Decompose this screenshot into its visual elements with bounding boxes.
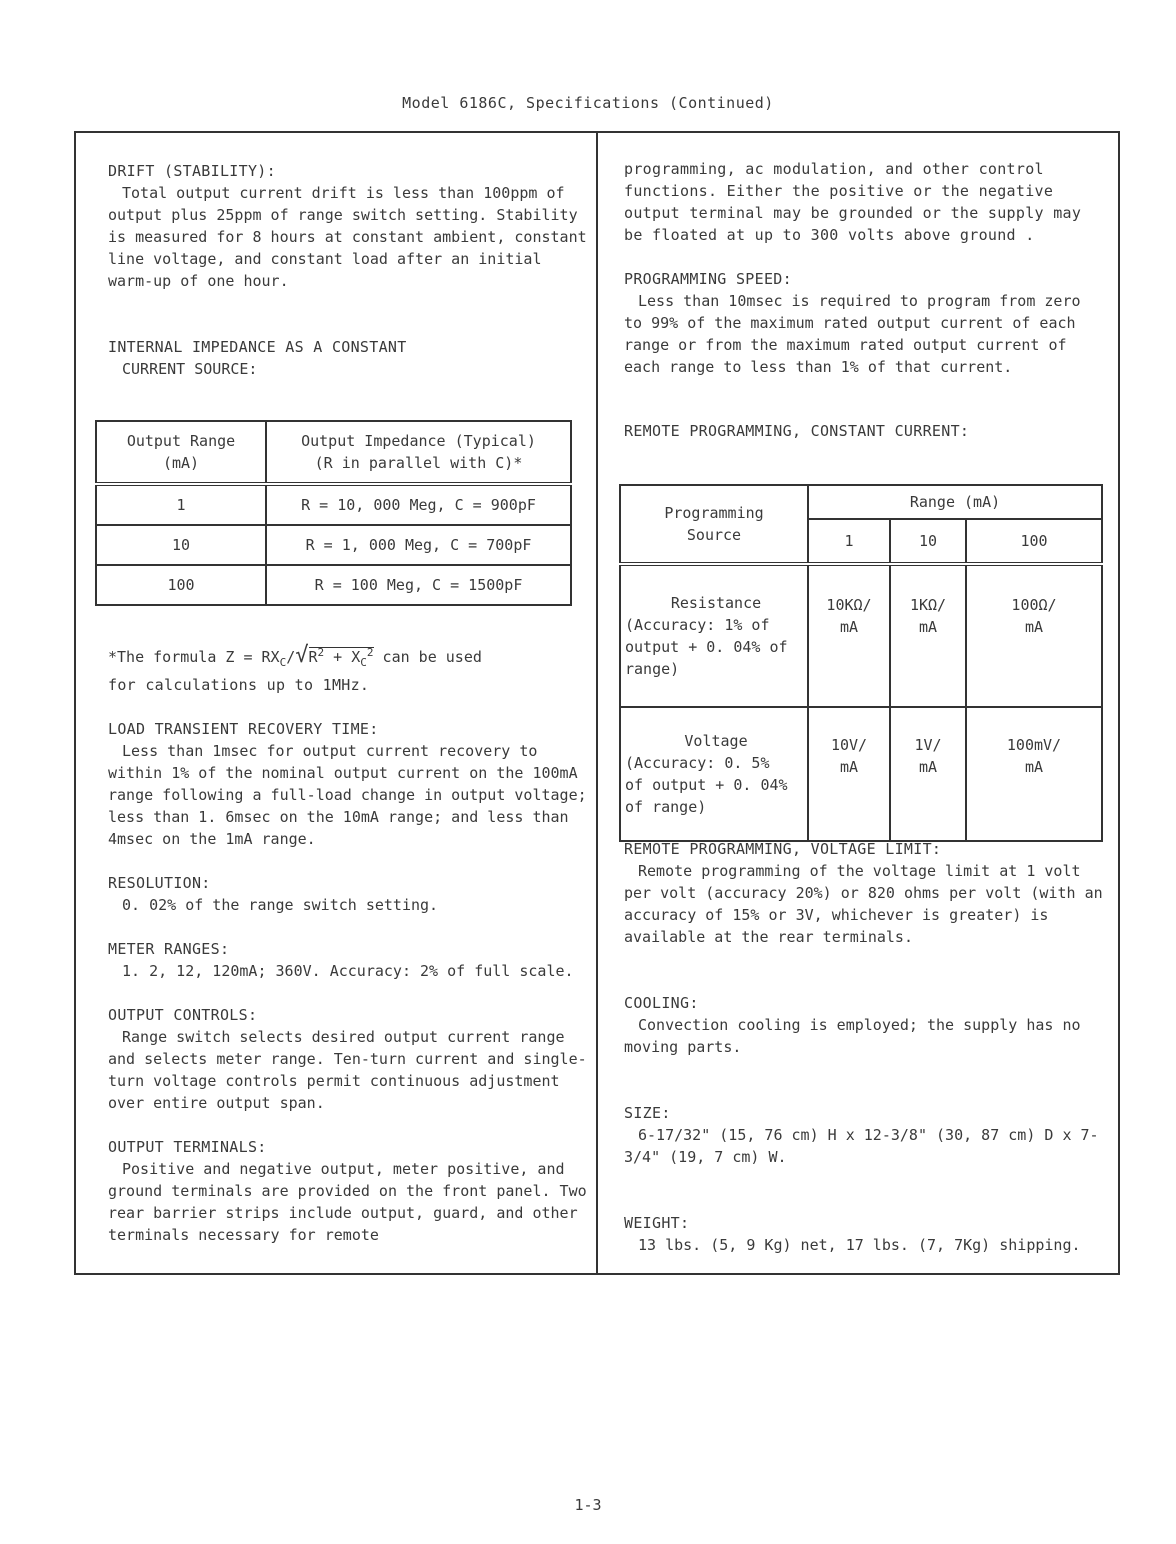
controls-section xyxy=(108,1004,588,1114)
col1-header-line2: (mA) xyxy=(162,454,200,472)
table-row xyxy=(620,707,1102,841)
range-header: Range (mA) xyxy=(808,485,1102,519)
resistance-line2: (Accuracy: 1% of xyxy=(625,616,770,634)
value-line1: 10V/ xyxy=(830,736,868,754)
value-line2: mA xyxy=(1024,758,1044,776)
voltage-value-100 xyxy=(966,707,1102,841)
voltage-line3: of output + 0. 04% xyxy=(625,776,788,794)
speed-heading: PROGRAMMING SPEED: xyxy=(624,270,792,288)
controls-heading: OUTPUT CONTROLS: xyxy=(108,1006,258,1024)
continued-body: programming, ac modulation, and other control functions. Either the positive or the negative output terminal may be grounded or the supply may be floated at up to 300 volts above ground . xyxy=(624,160,1082,244)
value-line2: mA xyxy=(839,758,859,776)
resistance-line3: output + 0. 04% of xyxy=(625,638,788,656)
formula-plus: + X xyxy=(324,648,361,666)
formula-exp-x: 2 xyxy=(366,646,374,659)
range-col-1: 1 xyxy=(808,519,890,564)
weight-heading: WEIGHT: xyxy=(624,1214,690,1232)
formula-r: R xyxy=(308,648,318,666)
source-header xyxy=(620,485,808,564)
right-column xyxy=(624,158,1104,442)
formula-sub-c: C xyxy=(279,656,287,669)
continued-section xyxy=(624,158,1104,246)
resistance-line4: range) xyxy=(625,660,680,678)
resolution-body: 0. 02% of the range switch setting. xyxy=(122,896,439,914)
range-cell: 1 xyxy=(96,484,266,525)
speed-body: Less than 10msec is required to program from zero to 99% of the maximum rated output current of each range or from the maximum rated output current of each range to less than 1% of that current. xyxy=(624,292,1081,376)
weight-section xyxy=(624,1212,1104,1256)
value-line2: mA xyxy=(918,618,938,636)
table-row xyxy=(620,564,1102,707)
resistance-value-10 xyxy=(890,564,966,707)
impedance-col1-header xyxy=(96,421,266,484)
impedance-heading-1: INTERNAL IMPEDANCE AS A CONSTANT xyxy=(108,338,407,356)
formula-note xyxy=(108,642,588,696)
impedance-section xyxy=(108,336,588,380)
page-header: Model 6186C, Specifications (Continued) xyxy=(402,94,774,112)
drift-heading: DRIFT (STABILITY): xyxy=(108,162,276,180)
load-heading: LOAD TRANSIENT RECOVERY TIME: xyxy=(108,720,379,738)
col2-header-line1: Output Impedance (Typical) xyxy=(301,432,536,450)
resolution-section xyxy=(108,872,588,916)
col2-header-line2: (R in parallel with C)* xyxy=(314,454,523,472)
sqrt-content xyxy=(308,646,374,669)
cooling-section xyxy=(624,992,1104,1058)
range-col-10: 10 xyxy=(890,519,966,564)
load-body: Less than 1msec for output current recovery to within 1% of the nominal output current on the 100mA range following a full-load change in output voltage; less than 1. 6msec on the 10mA range; and less than 4msec on the 1mA range. xyxy=(108,742,587,848)
value-line2: mA xyxy=(839,618,859,636)
range-cell: 10 xyxy=(96,525,266,565)
remote-cc-section xyxy=(624,420,1104,442)
col1-header-line1: Output Range xyxy=(126,432,236,450)
formula-exp-r: 2 xyxy=(317,646,325,659)
value-line1: 100mV/ xyxy=(1006,736,1062,754)
resistance-value-1 xyxy=(808,564,890,707)
programming-table xyxy=(619,484,1103,842)
source-header-line1: Programming xyxy=(664,504,764,522)
size-body: 6-17/32" (15, 76 cm) H x 12-3/8" (30, 87 cm) D x 7-3/4" (19, 7 cm) W. xyxy=(624,1126,1099,1166)
voltage-value-1 xyxy=(808,707,890,841)
impedance-heading-2: CURRENT SOURCE: xyxy=(122,360,258,378)
impedance-col2-header xyxy=(266,421,571,484)
voltage-value-10 xyxy=(890,707,966,841)
resolution-heading: RESOLUTION: xyxy=(108,874,211,892)
left-column-lower xyxy=(108,642,588,1246)
impedance-table-header xyxy=(96,421,571,484)
range-cell: 100 xyxy=(96,565,266,605)
size-section xyxy=(624,1102,1104,1168)
table-row xyxy=(96,525,571,565)
column-divider xyxy=(596,131,598,1275)
formula-prefix: *The formula Z = RX xyxy=(108,648,280,666)
size-heading: SIZE: xyxy=(624,1104,671,1122)
voltage-line2: (Accuracy: 0. 5% xyxy=(625,754,770,772)
formula-line2: for calculations up to 1MHz. xyxy=(108,676,370,694)
controls-body: Range switch selects desired output current range and selects meter range. Ten-turn current and single-turn voltage controls permit continuous adjustment over entire output span. xyxy=(108,1028,587,1112)
formula-tail: can be used xyxy=(373,648,482,666)
value-line2: mA xyxy=(918,758,938,776)
remote-vl-heading: REMOTE PROGRAMMING, VOLTAGE LIMIT: xyxy=(624,840,942,858)
left-column xyxy=(108,160,588,380)
meter-heading: METER RANGES: xyxy=(108,940,230,958)
resistance-source-cell xyxy=(620,564,808,707)
value-line1: 100Ω/ xyxy=(1011,596,1057,614)
resistance-label: Resistance xyxy=(670,594,762,612)
value-line1: 1KΩ/ xyxy=(909,596,947,614)
impedance-cell: R = 1, 000 Meg, C = 700pF xyxy=(266,525,571,565)
voltage-line4: of range) xyxy=(625,798,707,816)
source-header-line2: Source xyxy=(686,526,742,544)
value-line2: mA xyxy=(1024,618,1044,636)
cooling-body: Convection cooling is employed; the supply has no moving parts. xyxy=(624,1016,1081,1056)
terminals-heading: OUTPUT TERMINALS: xyxy=(108,1138,267,1156)
remote-vl-section xyxy=(624,838,1104,948)
weight-body: 13 lbs. (5, 9 Kg) net, 17 lbs. (7, 7Kg) shipping. xyxy=(638,1236,1081,1254)
table-row xyxy=(96,484,571,525)
value-line1: 1V/ xyxy=(914,736,942,754)
formula-slash: / xyxy=(286,648,296,666)
remote-vl-body: Remote programming of the voltage limit at 1 volt per volt (accuracy 20%) or 820 ohms per volt (with an accuracy of 15% or 3V, whichever is greater) is available at the rear terminals. xyxy=(624,862,1103,946)
terminals-body: Positive and negative output, meter positive, and ground terminals are provided on the front panel. Two rear barrier strips include output, guard, and other terminals necessary for remote xyxy=(108,1160,587,1244)
load-section xyxy=(108,718,588,850)
value-line1: 10KΩ/ xyxy=(826,596,872,614)
remote-cc-heading: REMOTE PROGRAMMING, CONSTANT CURRENT: xyxy=(624,422,970,440)
table-row xyxy=(96,565,571,605)
right-column-lower xyxy=(624,838,1104,1256)
voltage-source-cell xyxy=(620,707,808,841)
range-col-100: 100 xyxy=(966,519,1102,564)
prog-header-row-1 xyxy=(620,485,1102,519)
terminals-section xyxy=(108,1136,588,1246)
sqrt-symbol: √ xyxy=(295,643,309,668)
voltage-label: Voltage xyxy=(684,732,748,750)
meter-body: 1. 2, 12, 120mA; 360V. Accuracy: 2% of full scale. xyxy=(122,962,574,980)
page-number: 1-3 xyxy=(574,1496,602,1514)
speed-section xyxy=(624,268,1104,378)
drift-section xyxy=(108,160,588,292)
impedance-cell: R = 10, 000 Meg, C = 900pF xyxy=(266,484,571,525)
impedance-cell: R = 100 Meg, C = 1500pF xyxy=(266,565,571,605)
resistance-value-100 xyxy=(966,564,1102,707)
formula-sub-c-2: C xyxy=(360,656,367,669)
cooling-heading: COOLING: xyxy=(624,994,699,1012)
drift-body: Total output current drift is less than 100ppm of output plus 25ppm of range switch setting. Stability is measured for 8 hours at constant ambient, constant line voltage, and constant load after an initial warm-up of one hour. xyxy=(108,184,587,290)
meter-section xyxy=(108,938,588,982)
impedance-table xyxy=(95,420,572,606)
